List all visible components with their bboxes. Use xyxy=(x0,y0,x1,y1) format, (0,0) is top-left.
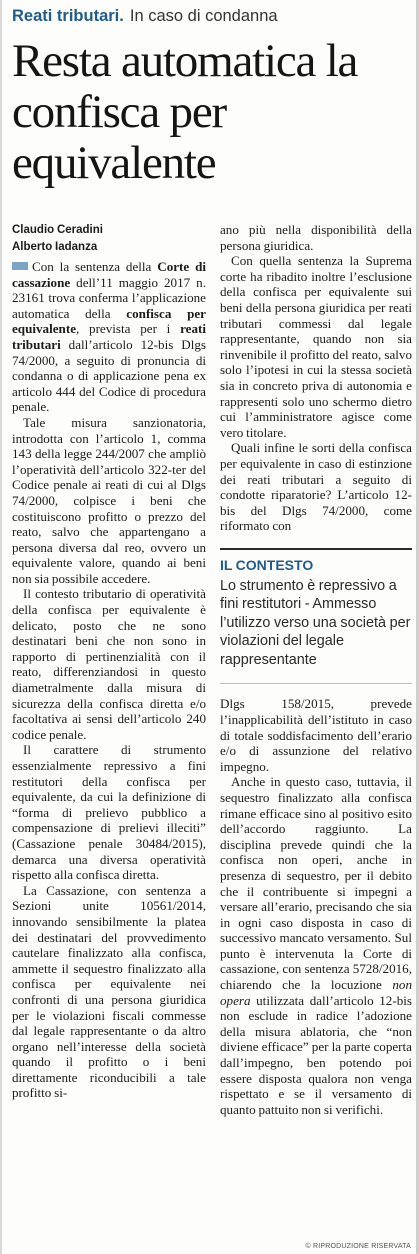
body-paragraph: Con quella sentenza la Suprema corte ha ribadito inoltre l’esclusione della confisca per equivalente sui beni della persona giuridica per reati tributari commessi dal legale rappresentante, quando non sia rinvenibile il profitto del reato, salvo solo l’ipotesi in cui la stessa società sia in concreto priva di autonomia e rappresenti solo uno schermo dietro cui l’amministratore agisce come vero titolare. xyxy=(220,253,412,440)
page-left-border xyxy=(0,0,2,1254)
kicker-section: Reati tributari. xyxy=(12,7,124,25)
lead-highlight: confisca per equivalente xyxy=(12,305,206,337)
authors xyxy=(12,222,206,256)
copyright-notice: © RIPRODUZIONE RISERVATA xyxy=(305,1243,411,1250)
body-paragraph: Tale misura sanzionatoria, introdotta con l’articolo 1, comma 143 della legge 244/2007 che ampliò l’operatività dell’articolo 322-ter del Codice penale ai reati di cui al Dlgs 74/2000, colpisce i beni che costituiscono profitto o prezzo del reato, salvo che appartengano a persona diversa dal reo, ovvero un equivalente valore, quando ai beni non sia possibile accedere. xyxy=(12,414,206,586)
body-italic: non opera xyxy=(220,977,412,1008)
body-paragraph xyxy=(220,774,412,1117)
lead-highlight: reati tributari xyxy=(12,321,206,352)
article-column-right xyxy=(220,222,412,1117)
body-paragraph: Il contesto tributario di operatività della confisca per equivalente è delicato, posto che ne sono destinatari beni che non sono in rapporto di pertinenzialità con il reato, differenziandosi in questo diametralmente dalla misura di sicurezza della confisca diretta e/o facoltativa ai sensi dell’articolo 240 codice penale. xyxy=(12,586,206,742)
context-box-rule xyxy=(220,548,412,550)
article-column-left xyxy=(12,222,206,1101)
lead-text: dall’articolo 12-bis Dlgs 74/2000, a seguito di pronuncia di condanna o di applicazione pena ex articolo 444 del Codice di procedura penale. xyxy=(12,336,206,415)
lead-text: , prevista per i xyxy=(76,321,181,337)
author-name: Alberto Iadanza xyxy=(12,241,98,253)
context-box-divider xyxy=(220,683,412,684)
context-box-text: Lo strumento è repressivo a fini restitutori - Ammesso l’utilizzo verso una società per violazioni del legale rappresentante xyxy=(220,577,411,668)
body-paragraph: Dlgs 158/2015, prevede l’inapplicabilità dell’istituto in caso di totale soddisfacimento dell’erario e/o di assunzione del relativo impegno. xyxy=(220,696,412,774)
context-box-title: IL CONTESTO xyxy=(220,556,314,573)
body-paragraph: La Cassazione, con sentenza a Sezioni unite 10561/2014, innovando sensibilmente la platea dei destinatari del provvedimento cautelare finalizzato alla confisca, ammette il sequestro finalizzato alla confisca per equivalente nei confronti di una persona giuridica per le violazioni fiscali commesse dal legale rappresentante o da altro organo nell’interesse della società quando il profitto o i beni direttamente riconducibili a tale profitto si- xyxy=(12,882,206,1101)
kicker xyxy=(12,5,412,27)
body-paragraph: Quali infine le sorti della confisca per equivalente in caso di estinzione dei reati tributari a seguito di condotte riparatorie? L’articolo 12-bis del Dlgs 74/2000, come riformato con xyxy=(220,440,412,534)
headline: Resta automatica la confisca per equivalente xyxy=(12,35,358,189)
body-text: utilizzata dall’articolo 12-bis non esclude in radice l’adozione della misura ablatoria, che “non diviene efficace” per la parte coperta dall’impegno, ben potendo poi essere disposta qualora non venga rispettato e se il versamento di quanto pattuito non si verifichi. xyxy=(220,992,412,1117)
lead-paragraph xyxy=(12,259,206,415)
lead-marker xyxy=(12,262,28,270)
kicker-topic: In caso di condanna xyxy=(129,7,278,25)
body-paragraph: ano più nella disponibilità della persona giuridica. xyxy=(220,222,412,253)
body-text: Anche in questo caso, tuttavia, il sequestro finalizzato alla confisca rimane efficace sino al positivo esito dell’accordo raggiunto. La disciplina prevede quindi che la confisca non operi, anche in presenza di sequestro, per il debito che il contribuente si impegni a versare all’erario, precisando che sia in ogni caso disposta in caso di successivo mancato versamento. Sul punto è intervenuta la Corte di cassazione, con sentenza 5728/2016, chiarendo che la locuzione xyxy=(220,774,412,993)
body-paragraph: Il carattere di strumento essenzialmente repressivo a fini restitutori della confisca per equivalente, da cui la definizione di “forma di prelievo pubblico a compensazione di prelievi illeciti” (Cassazione penale 30484/2015), demarca una diversa operatività rispetto alla confisca diretta. xyxy=(12,742,206,883)
context-box xyxy=(220,544,412,685)
author-name: Claudio Ceradini xyxy=(12,224,103,236)
lead-highlight: Corte di cassazione xyxy=(12,259,206,290)
lead-text: Con la sentenza della xyxy=(32,259,158,274)
lead-text: dell’11 maggio 2017 n. 23161 trova conferma l’applicazione automatica della xyxy=(12,274,206,321)
